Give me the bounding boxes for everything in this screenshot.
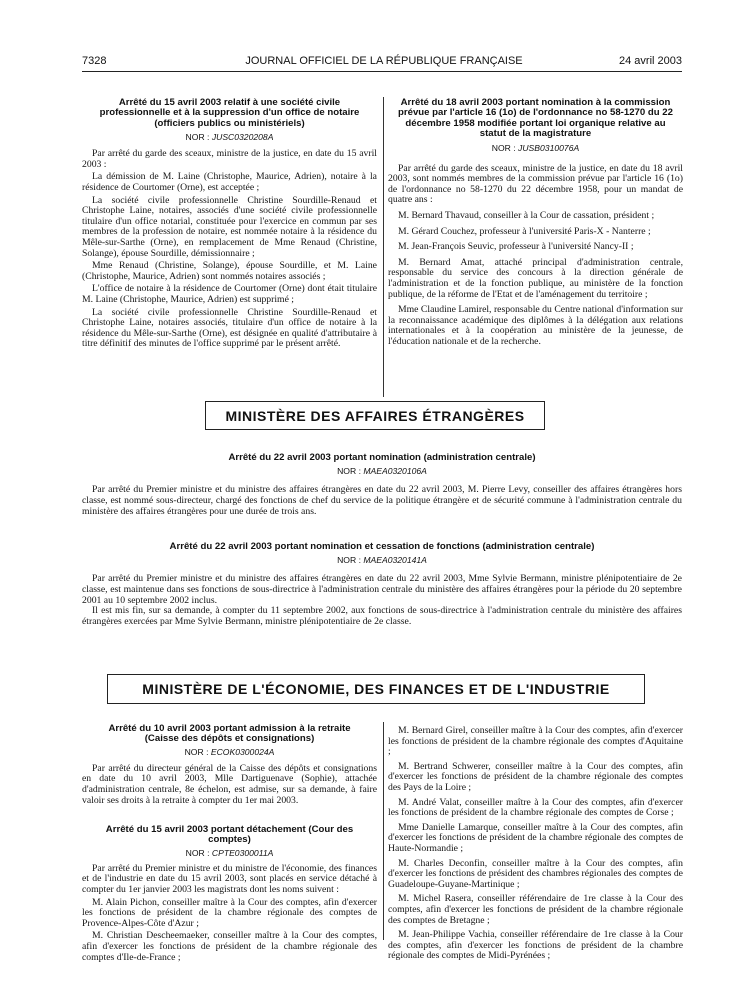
paragraph: M. Jean-Philippe Vachia, conseiller référendaire de 1re classe à la Cour des comptes, afin d'exercer les fonctions de président de la chambre régionale des comptes de Midi-Pyrénées ; bbox=[388, 929, 683, 962]
paragraph: La démission de M. Laine (Christophe, Maurice, Adrien), notaire à la résidence de Courtomer (Orne), est acceptée ; bbox=[82, 171, 377, 193]
article-title: Arrêté du 15 avril 2003 portant détachement (Cour des comptes) bbox=[105, 824, 354, 846]
article-title: Arrêté du 22 avril 2003 portant nomination et cessation de fonctions (administration centrale) bbox=[169, 541, 595, 552]
paragraph: Mme Claudine Lamirel, responsable du Centre national d'information sur la reconnaissance académique des diplômes à la délégation aux relations internationales et à la coopération au ministère de la jeunesse, de l'éducation nationale et de la recherche. bbox=[388, 304, 683, 347]
nor-reference: NOR : CPTE0300011A bbox=[185, 847, 274, 858]
article-body bbox=[82, 864, 377, 963]
article-title: Arrêté du 15 avril 2003 relatif à une société civile professionnelle et à la suppression d'un office de notaire (officiers publics ou ministériels) bbox=[99, 97, 360, 129]
article-title: Arrêté du 10 avril 2003 portant admission à la retraite (Caisse des dépôts et consignations) bbox=[108, 723, 351, 745]
header-date: 24 avril 2003 bbox=[619, 55, 682, 67]
column-divider-bottom bbox=[383, 722, 384, 940]
article-caisse-depots bbox=[82, 724, 377, 806]
paragraph: M. Bernard Girel, conseiller maître à la Cour des comptes, afin d'exercer les fonctions de président de la chambre régionale des comptes d'Aquitaine ; bbox=[388, 725, 683, 758]
article-body bbox=[82, 485, 682, 517]
ministry-title: MINISTÈRE DES AFFAIRES ÉTRANGÈRES bbox=[225, 407, 525, 424]
paragraph: M. Michel Rasera, conseiller référendaire de 1re classe à la Cour des comptes, afin d'exercer les fonctions de président de la chambre régionale des comptes de Bretagne ; bbox=[388, 893, 683, 926]
article-body bbox=[82, 574, 682, 627]
paragraph: La société civile professionnelle Christine Sourdille-Renaud et Christophe Laine, notaires associés, titulaire d'un office de notaire à la résidence du Mêle-sur-Sarthe (Orne), est désignée en qualité d'attributaire à titre définitif des minutes de l'office supprimé par le présent arrêté. bbox=[82, 306, 377, 350]
ministry-heading-affaires-etrangeres bbox=[205, 401, 545, 430]
paragraph: M. Jean-François Seuvic, professeur à l'université Nancy-II ; bbox=[398, 241, 634, 253]
nor-reference: NOR : ECOK0300024A bbox=[184, 746, 275, 757]
article-societe-civile bbox=[82, 98, 377, 350]
article-cour-des-comptes bbox=[82, 825, 377, 963]
paragraph: M. André Valat, conseiller maître à la Cour des comptes, afin d'exercer les fonctions de président de la chambre régionale des comptes de Corse ; bbox=[388, 796, 683, 819]
paragraph: La société civile professionnelle Christine Sourdille-Renaud et Christophe Laine, notaires, associés d'une société civile professionnelle titulaire d'un office notarial, constituée pour l'exercice en commun par ses membres de la profession de notaire, est nommée notaire à la résidence du Mêle-sur-Sarthe (Orne), en remplacement de Mme Renaud (Christine, Solange), épouse Sourdille, démissionnaire ; bbox=[82, 194, 377, 259]
paragraph: M. Christian Descheemaeker, conseiller maître à la Cour des comptes, afin d'exercer les fonctions de président de la chambre régionale des comptes d'Ile-de-France ; bbox=[82, 930, 377, 963]
paragraph: M. Bernard Thavaud, conseiller à la Cour de cassation, président ; bbox=[398, 210, 655, 221]
paragraph: M. Gérard Couchez, professeur à l'université Paris-X - Nanterre ; bbox=[398, 225, 651, 237]
article-commission-magistrature bbox=[388, 98, 683, 348]
paragraph: Mme Renaud (Christine, Solange), épouse Sourdille, et M. Laine (Christophe, Maurice, Adrien) sont nommés notaires associés ; bbox=[82, 260, 377, 282]
nor-reference: NOR : JUSB0310076A bbox=[491, 142, 580, 153]
ministry-title: MINISTÈRE DE L'ÉCONOMIE, DES FINANCES ET DE L'INDUSTRIE bbox=[142, 681, 610, 697]
article-body bbox=[388, 164, 683, 348]
article-body bbox=[82, 149, 377, 350]
page-number: 7328 bbox=[82, 55, 107, 67]
article-cour-des-comptes-continued bbox=[388, 726, 683, 962]
paragraph: Mme Danielle Lamarque, conseiller maître à la Cour des comptes, afin d'exercer les fonctions de président de la chambre régionale des comptes de Haute-Normandie ; bbox=[388, 821, 683, 854]
nor-reference: NOR : MAEA0320106A bbox=[337, 466, 427, 477]
article-title: Arrêté du 18 avril 2003 portant nomination à la commission prévue par l'article 16 (1o) de l'ordonnance no 58-1270 du 22 décembre 1958 modifiée portant loi organique relative au statut de la magistrature bbox=[398, 97, 673, 140]
paragraph: M. Bertrand Schwerer, conseiller maître à la Cour des comptes, afin d'exercer les fonctions de président de la chambre régionale des comptes des Pays de la Loire ; bbox=[388, 760, 683, 793]
journal-title: JOURNAL OFFICIEL DE LA RÉPUBLIQUE FRANÇAISE bbox=[245, 55, 523, 67]
column-divider-top bbox=[383, 97, 384, 397]
paragraph: Par arrêté du Premier ministre et du ministre des affaires étrangères en date du 22 avril 2003, M. Pierre Levy, conseiller des affaires étrangères hors classe, est nommé sous-directeur, chargé des fonctions de chef du service de la politique étrangère et de sécurité commune à l'administration centrale du ministère des affaires étrangères pour une durée de trois ans. bbox=[82, 484, 682, 517]
paragraph: Par arrêté du directeur général de la Caisse des dépôts et consignations en date du 10 avril 2003, Mlle Dartiguenave (Sophie), attachée d'administration centrale, 8e échelon, est admise, sur sa demande, à faire valoir ses droits à la retraite à compter du 1er mai 2003. bbox=[82, 762, 377, 806]
paragraph: Par arrêté du Premier ministre et du ministre de l'économie, des finances et de l'industrie en date du 15 avril 2003, sont placés en service détaché à compter du 1er janvier 2003 les magistrats dont les noms suivent : bbox=[82, 862, 377, 895]
header-rule bbox=[82, 71, 682, 72]
paragraph: Par arrêté du garde des sceaux, ministre de la justice, en date du 18 avril 2003, sont nommés membres de la commission prévue par l'article 16 (1o) de l'ordonnance no 58-1270 du 22 décembre 1958, pour un mandat de quatre ans : bbox=[388, 162, 683, 206]
paragraph: Il est mis fin, sur sa demande, à compter du 11 septembre 2002, aux fonctions de sous-directrice à l'administration centrale du ministère des affaires étrangères exercées par Mme Sylvie Bermann, ministre plénipotentiaire de 2e classe. bbox=[82, 605, 682, 627]
nor-reference: NOR : JUSC0320208A bbox=[185, 132, 274, 143]
paragraph: M. Alain Pichon, conseiller maître à la Cour des comptes, afin d'exercer les fonctions de président de la chambre régionale des comptes de Provence-Alpes-Côte d'Azur ; bbox=[82, 896, 377, 929]
paragraph: Par arrêté du garde des sceaux, ministre de la justice, en date du 15 avril 2003 : bbox=[82, 148, 377, 170]
paragraph: M. Bernard Amat, attaché principal d'administration centrale, responsable du service des concours à la direction générale de l'administration et de la fonction publique, au ministère de la fonction publique, de la réforme de l'Etat et de l'aménagement du territoire ; bbox=[388, 256, 683, 300]
paragraph: M. Charles Deconfin, conseiller maître à la Cour des comptes, afin d'exercer les fonctions de président des chambres régionales des comptes de Guadeloupe-Guyane-Martinique ; bbox=[388, 857, 683, 890]
ministry-heading-economie-finances bbox=[107, 674, 645, 704]
nor-reference: NOR : MAEA0320141A bbox=[337, 555, 427, 566]
paragraph: Par arrêté du Premier ministre et du ministre des affaires étrangères en date du 22 avril 2003, Mme Sylvie Bermann, ministre plénipotentiaire de 2e classe, est maintenue dans ses fonctions de sous-directrice à l'administration centrale du ministère des affaires étrangères pour la période du 20 septembre 2001 au 10 septembre 2002 inclus. bbox=[82, 573, 682, 606]
article-body bbox=[388, 726, 683, 962]
article-mae-cessation bbox=[82, 542, 682, 627]
article-title: Arrêté du 22 avril 2003 portant nomination (administration centrale) bbox=[228, 452, 536, 463]
paragraph: L'office de notaire à la résidence de Courtomer (Orne) dont était titulaire M. Laine (Christophe, Maurice, Adrien) est supprimé ; bbox=[82, 283, 377, 305]
article-body bbox=[82, 764, 377, 806]
article-mae-nomination bbox=[82, 453, 682, 517]
